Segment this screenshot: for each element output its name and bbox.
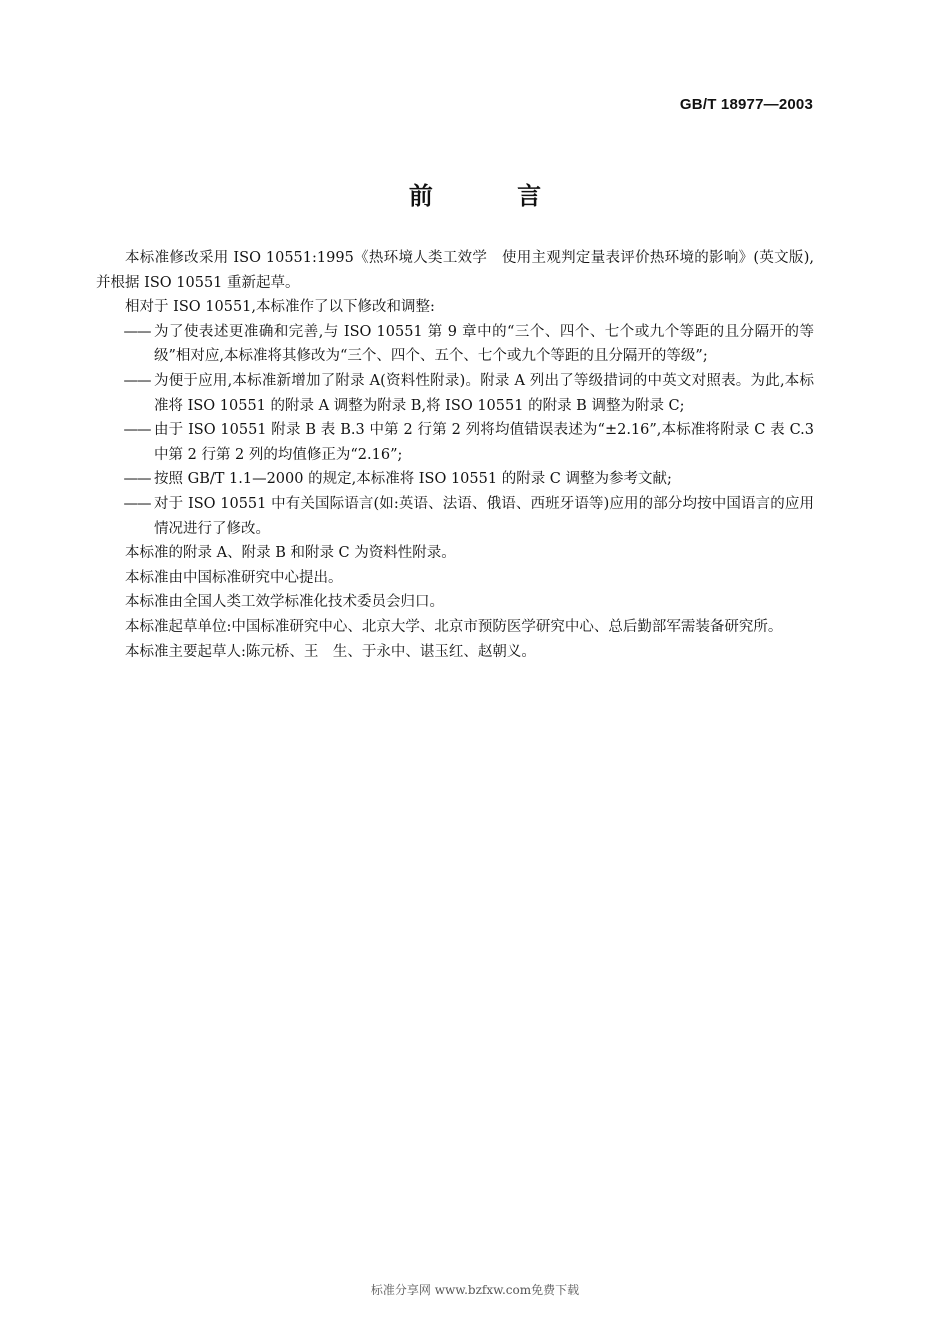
page-title: 前 言	[408, 182, 580, 210]
paragraph-adoption: 本标准修改采用 ISO 10551:1995《热环境人类工效学 使用主观判定量表评价热环境的影响》(英文版),并根据 ISO 10551 重新起草。	[96, 250, 814, 291]
paragraph-modifications-intro: 相对于 ISO 10551,本标准作了以下修改和调整:	[125, 299, 435, 316]
paragraph-appendices: 本标准的附录 A、附录 B 和附录 C 为资料性附录。	[125, 545, 456, 562]
list-item-text: 对于 ISO 10551 中有关国际语言(如:英语、法语、俄语、西班牙语等)应用的部分均按中国语言的应用情况进行了修改。	[154, 495, 814, 537]
list-item	[96, 418, 814, 467]
list-item	[96, 467, 814, 492]
document-body	[96, 246, 814, 664]
dash-marker: ——	[123, 323, 151, 340]
paragraph-drafters: 本标准主要起草人:陈元桥、王 生、于永中、谌玉红、赵朝义。	[125, 643, 536, 660]
list-item-text: 按照 GB/T 1.1—2000 的规定,本标准将 ISO 10551 的附录 C 调整为参考文献;	[154, 471, 672, 488]
list-item	[96, 492, 814, 541]
dash-marker: ——	[123, 372, 151, 389]
paragraph-proposed-by: 本标准由中国标准研究中心提出。	[125, 569, 343, 586]
dash-marker: ——	[123, 422, 151, 439]
document-code: GB/T 18977—2003	[679, 96, 813, 113]
dash-marker: ——	[123, 495, 151, 512]
list-item	[96, 320, 814, 369]
list-item-text: 由于 ISO 10551 附录 B 表 B.3 中第 2 行第 2 列将均值错误表述为“±2.16”,本标准将附录 C 表 C.3 中第 2 行第 2 列的均值修正为“2.16”;	[154, 422, 814, 463]
paragraph-centralized-by: 本标准由全国人类工效学标准化技术委员会归口。	[125, 594, 444, 611]
list-item	[96, 369, 814, 418]
footer-watermark: 标准分享网 www.bzfxw.com免费下载	[370, 1283, 580, 1297]
paragraph-drafting-units: 本标准起草单位:中国标准研究中心、北京大学、北京市预防医学研究中心、总后勤部军需装备研究所。	[125, 618, 783, 635]
dash-marker: ——	[123, 471, 151, 488]
list-item-text: 为了使表述更准确和完善,与 ISO 10551 第 9 章中的“三个、四个、七个或九个等距的且分隔开的等级”相对应,本标准将其修改为“三个、四个、五个、七个或九个等距的且分隔开的等级”;	[154, 323, 814, 365]
list-item-text: 为便于应用,本标准新增加了附录 A(资料性附录)。附录 A 列出了等级措词的中英文对照表。为此,本标准将 ISO 10551 的附录 A 调整为附录 B,将 ISO 10551 的附录 B 调整为附录 C;	[154, 372, 814, 414]
